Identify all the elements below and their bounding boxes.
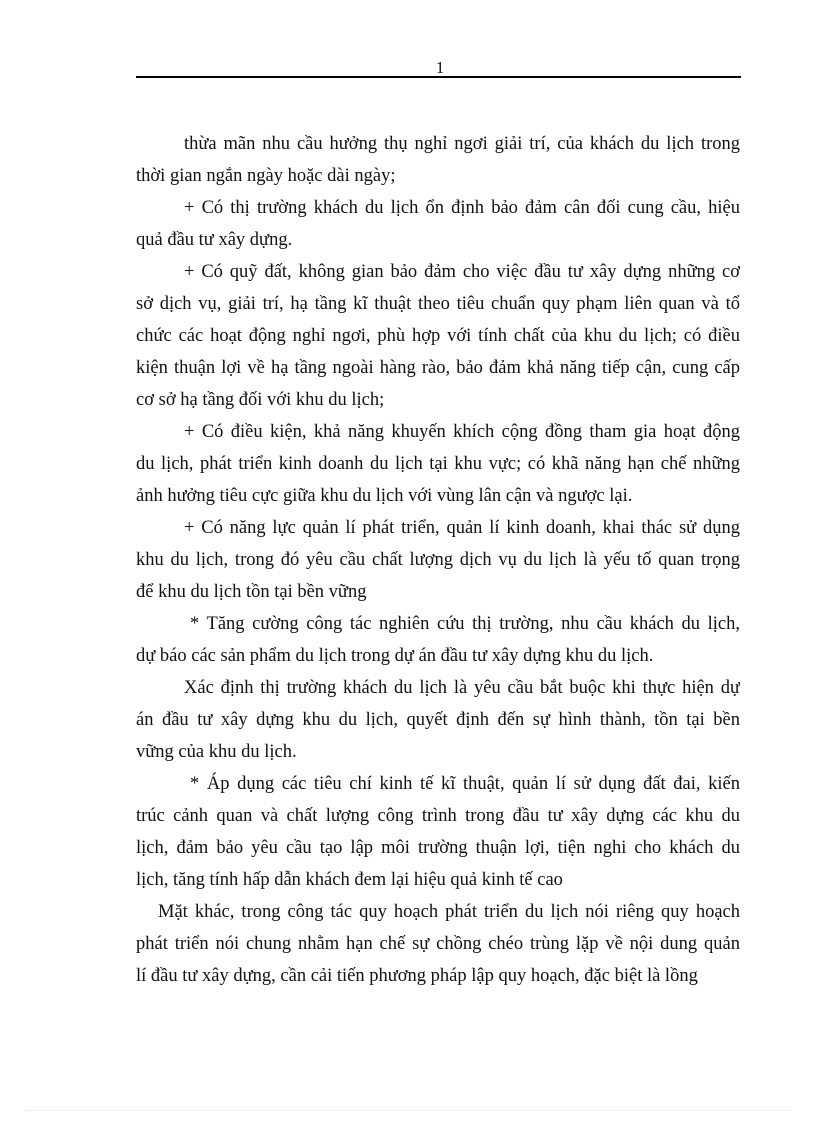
text-line: để khu du lịch tồn tại bền vững (136, 582, 367, 602)
text-line: lịch, tăng tính hấp dẫn khách đem lại hiệu quả kinh tế cao (136, 870, 563, 890)
text-line: dự báo các sản phẩm du lịch trong dự án đầu tư xây dựng khu du lịch. (136, 646, 654, 666)
text-line: + Có thị trường khách du lịch ổn định bảo đảm cân đối cung cầu, hiệu (184, 198, 740, 218)
text-line: quả đầu tư xây dựng. (136, 230, 293, 250)
text-line: + Có năng lực quản lí phát triển, quản lí kinh doanh, khai thác sử dụng (184, 518, 740, 538)
text-line: * Áp dụng các tiêu chí kinh tế kĩ thuật, quản lí sử dụng đất đai, kiến (190, 774, 740, 794)
text-line: vững của khu du lịch. (136, 742, 297, 762)
text-line: * Tăng cường công tác nghiên cứu thị trường, nhu cầu khách du lịch, (190, 614, 740, 634)
header-divider (136, 76, 741, 78)
text-line: kiện thuận lợi về hạ tầng ngoài hàng rào, bảo đảm khả năng tiếp cận, cung cấp (136, 358, 740, 378)
text-line: án đầu tư xây dựng khu du lịch, quyết định đến sự hình thành, tồn tại bền (136, 710, 740, 730)
document-body (136, 128, 740, 992)
page-number: 1 (435, 58, 445, 77)
text-line: chức các hoạt động nghỉ ngơi, phù hợp với tính chất của khu du lịch; có điều (136, 326, 740, 346)
text-line: sở dịch vụ, giải trí, hạ tầng kĩ thuật theo tiêu chuẩn quy phạm liên quan và tổ (136, 294, 740, 314)
text-line: Xác định thị trường khách du lịch là yêu cầu bắt buộc khi thực hiện dự (184, 678, 740, 698)
text-line: phát triển nói chung nhằm hạn chế sự chồng chéo trùng lặp về nội dung quản (136, 934, 740, 954)
text-line: lịch, đảm bảo yêu cầu tạo lập môi trường thuận lợi, tiện nghi cho khách du (136, 838, 740, 858)
text-line: trúc cảnh quan và chất lượng công trình trong đầu tư xây dựng các khu du (136, 806, 740, 826)
text-line: + Có điều kiện, khả năng khuyến khích cộng đồng tham gia hoạt động (184, 422, 740, 442)
text-line: cơ sở hạ tầng đối với khu du lịch; (136, 390, 385, 410)
page-bottom-edge (24, 1110, 792, 1111)
text-line: thời gian ngắn ngày hoặc dài ngày; (136, 166, 396, 186)
text-line: lí đầu tư xây dựng, cần cải tiến phương pháp lập quy hoạch, đặc biệt là lồng (136, 966, 698, 986)
text-line: Mặt khác, trong công tác quy hoạch phát triển du lịch nói riêng quy hoạch (158, 902, 740, 922)
text-line: + Có quỹ đất, không gian bảo đảm cho việc đầu tư xây dựng những cơ (184, 262, 740, 282)
text-line: du lịch, phát triển kinh doanh du lịch tại khu vực; có khã năng hạn chế những (136, 454, 740, 474)
text-line: ảnh hưởng tiêu cực giữa khu du lịch với vùng lân cận và ngược lại. (136, 486, 633, 506)
text-line: thừa mãn nhu cầu hưởng thụ nghỉ ngơi giải trí, của khách du lịch trong (184, 134, 740, 154)
text-line: khu du lịch, trong đó yêu cầu chất lượng dịch vụ du lịch là yếu tố quan trọng (136, 550, 740, 570)
